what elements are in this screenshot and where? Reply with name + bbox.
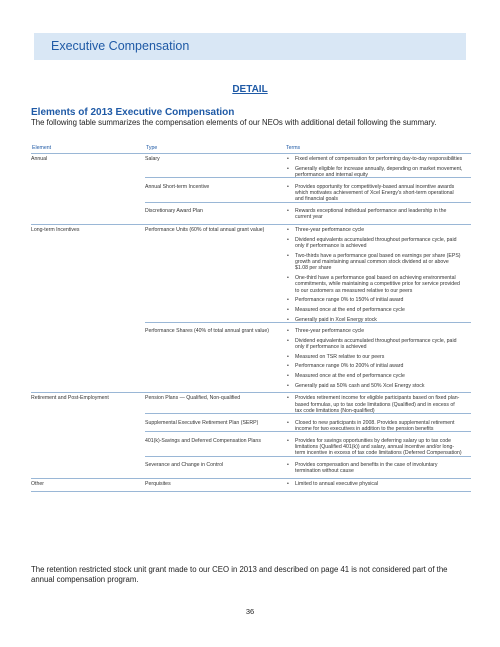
type-cell: Supplemental Executive Retirement Plan (SERP) — [145, 419, 259, 426]
row-divider — [145, 322, 471, 323]
row-divider — [145, 202, 471, 203]
term-bullet: • Generally paid as 50% cash and 50% Xcel Energy stock — [285, 383, 463, 389]
term-bullet: • Dividend equivalents accumulated throughout performance cycle, paid only if performance is achieved — [285, 237, 463, 250]
table-row — [31, 479, 471, 487]
type-cell: Pension Plans — Qualified, Non-qualified — [145, 395, 241, 402]
term-bullet: • Provides opportunity for competitively-based annual incentive awards which motivates achievement of Xcel Energy's short-term operational and financial goals — [285, 184, 463, 203]
term-bullet: • Closed to new participants in 2008. Provides supplemental retirement income for two executives in addition to the pension benefits — [285, 420, 463, 433]
banner-title: Executive Compensation — [51, 39, 190, 53]
table-row — [31, 393, 471, 414]
term-bullet: • Limited to annual executive physical — [285, 481, 463, 487]
term-bullet: • Performance range 0% to 200% of initial award — [285, 363, 463, 369]
type-cell: Performance Units (60% of total annual grant value) — [145, 227, 265, 233]
term-bullet: • Measured once at the end of performance cycle — [285, 307, 463, 313]
table-row — [31, 182, 471, 203]
term-bullet: • Provides retirement income for eligible participants based on fixed plan-based formulas, up to tax code limitations (Qualified) and in excess of tax code limitations (Non-qualified) — [285, 395, 463, 414]
table-group — [31, 154, 471, 225]
table-row — [31, 418, 471, 433]
column-header-element: Element — [32, 145, 52, 151]
column-header-type: Type — [146, 145, 158, 151]
terms-cell — [285, 206, 471, 221]
type-cell: Salary — [145, 156, 160, 162]
element-cell: Other — [31, 480, 44, 487]
footer-note: The retention restricted stock unit grant made to our CEO in 2013 and described on page 41 is not considered part of the annual compensation program. — [31, 565, 448, 584]
type-cell: Severance and Change in Control — [145, 461, 224, 468]
section-banner — [34, 33, 466, 60]
table-row — [31, 154, 471, 178]
term-bullet: • Measured on TSR relative to our peers — [285, 354, 463, 360]
table-group — [31, 393, 471, 479]
type-cell: Performance Shares (40% of total annual grant value) — [145, 328, 269, 335]
term-bullet: • Provides for savings opportunities by deferring salary up to tax code limitations (Qualified 401(k)) and salary, annual incentive and/or long-term incentive in excess of tax code limitations (Deferred Compensation) — [285, 438, 463, 457]
term-bullet: • One-third have a performance goal based on achieving environmental commitments, while maintaining a competitive price for service provided to our customers as measured relative to our peers — [285, 275, 463, 294]
terms-cell — [285, 479, 471, 487]
table-header — [31, 141, 471, 154]
element-cell: Retirement and Post-Employment — [31, 395, 109, 402]
table-row — [31, 206, 471, 221]
terms-cell — [285, 393, 471, 414]
term-bullet: • Three-year performance cycle — [285, 328, 463, 334]
element-cell: Long-term Incentives — [31, 227, 80, 233]
terms-cell — [285, 418, 471, 433]
detail-heading: DETAIL — [232, 84, 268, 95]
element-cell: Annual — [31, 156, 48, 162]
type-cell: 401(k)-Savings and Deferred Compensation Plans — [145, 437, 261, 444]
table-heading: Elements of 2013 Executive Compensation — [31, 107, 235, 118]
type-cell: Annual Short-term Incentive — [145, 183, 210, 190]
terms-cell — [285, 326, 471, 389]
term-bullet: • Three-year performance cycle — [285, 227, 463, 233]
row-divider — [145, 431, 471, 432]
term-bullet: • Measured once at the end of performance cycle — [285, 373, 463, 379]
row-divider — [145, 177, 471, 178]
terms-cell — [285, 154, 471, 178]
term-bullet: • Rewards exceptional individual performance and leadership in the current year — [285, 208, 463, 221]
term-bullet: • Generally paid in Xcel Energy stock — [285, 317, 463, 323]
table-group — [31, 225, 471, 393]
table-row — [31, 436, 471, 457]
table-row — [31, 460, 471, 475]
term-bullet: • Dividend equivalents accumulated throughout performance cycle, paid only if performance is achieved — [285, 338, 463, 351]
terms-cell — [285, 182, 471, 203]
column-header-terms: Terms — [286, 145, 301, 151]
table-group — [31, 479, 471, 492]
term-bullet: • Generally eligible for increase annually, depending on market movement, performance and internal equity — [285, 166, 463, 179]
compensation-table — [31, 154, 471, 492]
row-divider — [145, 413, 471, 414]
term-bullet: • Two-thirds have a performance goal based on earnings per share (EPS) growth and maintaining annual common stock dividend at or above $1.08 per share — [285, 253, 463, 272]
page-number: 36 — [245, 607, 255, 616]
row-divider — [145, 456, 471, 457]
terms-cell — [285, 225, 471, 323]
type-cell: Discretionary Award Plan — [145, 208, 203, 214]
term-bullet: • Performance range 0% to 150% of initial award — [285, 297, 463, 303]
terms-cell — [285, 460, 471, 475]
term-bullet: • Provides compensation and benefits in the case of involuntary termination without cause — [285, 462, 463, 475]
table-row — [31, 326, 471, 389]
term-bullet: • Fixed element of compensation for performing day-to-day responsibilities — [285, 156, 463, 162]
type-cell: Perquisites — [145, 480, 171, 487]
table-row — [31, 225, 471, 323]
intro-text: The following table summarizes the compensation elements of our NEOs with additional detail following the summary. — [31, 118, 437, 127]
terms-cell — [285, 436, 471, 457]
